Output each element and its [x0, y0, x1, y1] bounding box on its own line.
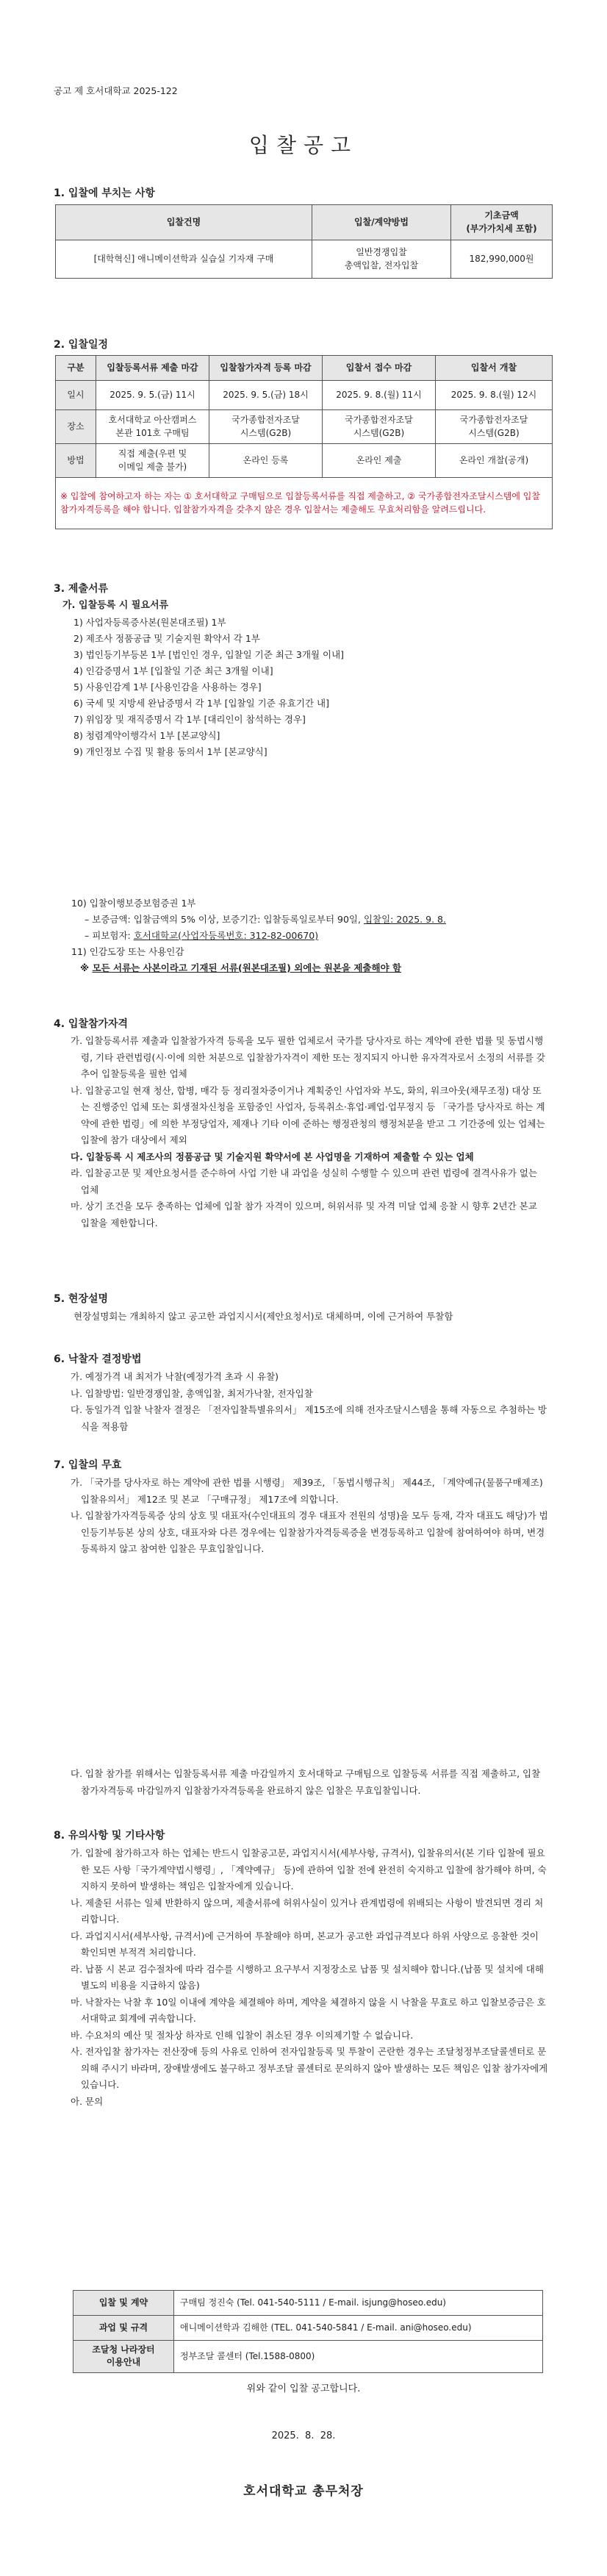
list-item-sub [71, 912, 446, 928]
qualification-list [71, 1033, 548, 1231]
schedule-note: ※ 입찰에 참여하고자 하는 자는 ① 호서대학교 구매팀으로 입찰등록서류를 직접 제출하고, ② 국가종합전자조달시스템에 입찰참가자격등록을 해야 합니다. 입찰참가자격을 갖추지 않은 경우 입찰서는 제출해도 무효처리함을 알려드립니다. [56, 478, 553, 529]
schedule-cell: 국가종합전자조달 시스템(G2B) [323, 410, 436, 444]
list-item: 9) 개인정보 수집 및 활용 동의서 1부 [본교양식] [73, 746, 267, 757]
cell-method: 일반경쟁입찰 총액입찰, 전자입찰 [312, 240, 451, 279]
contact-label: 과업 및 규격 [73, 2316, 174, 2341]
section-3-title: 3. 제출서류 [54, 583, 109, 595]
schedule-header: 입찰등록서류 제출 마감 [96, 356, 209, 381]
list-item: 다. 입찰 참가를 위해서는 입찰등록서류 제출 마감일까지 호서대학교 구매팀으로 입찰등록 서류를 직접 제출하고, 입찰참가자격등록 마감일까지 입찰참가자격등록을 완료하지 않은 입찰은 무효입찰입니다. [71, 1768, 541, 1796]
list-item: 4) 인감증명서 1부 [입찰일 기준 최근 3개월 이내] [73, 665, 273, 676]
section-6-title: 6. 낙찰자 결정방법 [54, 1353, 142, 1365]
contact-value: 구매팀 정진숙 (Tel. 041-540-5111 / E-mail. isjung@hoseo.edu) [174, 2291, 543, 2316]
schedule-cell: 온라인 개찰(공개) [436, 444, 553, 478]
contact-value: 애니메이션학과 김해한 (TEL. 041-540-5841 / E-mail. ani@hoseo.edu) [174, 2316, 543, 2341]
schedule-cell: 2025. 9. 8.(월) 11시 [323, 381, 436, 410]
bid-item-table [55, 204, 553, 279]
schedule-cell: 2025. 9. 8.(월) 12시 [436, 381, 553, 410]
list-item: 나. 제출된 서류는 일체 반환하지 않으며, 제출서류에 허위사실이 있거나 관계법령에 위배되는 사항이 발견되면 경리 처리합니다. [71, 1897, 544, 1925]
section-7-title: 7. 입찰의 무효 [54, 1459, 122, 1471]
list-item: 6) 국세 및 지방세 완납증명서 각 1부 [입찰일 기준 유효기간 내] [73, 698, 329, 709]
list-item: 5) 사용인감계 1부 [사용인감을 사용하는 경우] [73, 681, 262, 693]
schedule-cell: 2025. 9. 5.(금) 18시 [209, 381, 323, 410]
site-briefing-text: 현장설명회는 개최하지 않고 공고한 과업지시서(제안요청서)로 대체하며, 이에 근거하여 투찰함 [73, 1311, 453, 1322]
notice-date: 2025. 8. 28. [271, 2430, 336, 2441]
list-item: 나. 입찰방법: 일반경쟁입찰, 총액입찰, 최저가낙찰, 전자입찰 [71, 1387, 313, 1399]
list-item: 다. 과업지시서(세부사항, 규격서)에 근거하여 투찰해야 하며, 본교가 공고한 과업규격보다 하위 사양으로 응찰한 것이 확인되면 부적격 처리합니다. [71, 1930, 539, 1958]
list-item: 가. 「국가를 당사자로 하는 계약에 관한 법률 시행령」 제39조, 「동법시행규칙」 제44조, 「계약예규(물품구매제조) 입찰유의서」 제12조 및 본교 「구매규정」 제17조에 의합니다. [71, 1477, 543, 1505]
schedule-header: 입찰서 접수 마감 [323, 356, 436, 381]
list-item: 다. 동일가격 입찰 낙찰자 결정은 「전자입찰특별유의서」 제15조에 의해 전자조달시스템을 통해 자동으로 추첨하는 방식을 적용함 [71, 1404, 547, 1432]
list-item: 라. 납품 시 본교 검수절차에 따라 검수를 시행하고 요구부서 지정장소로 납품 및 설치해야 합니다.(납품 및 설치에 대해 별도의 비용을 지급하지 않음) [71, 1963, 544, 1991]
schedule-cell: 2025. 9. 5.(금) 11시 [96, 381, 209, 410]
award-method-list [71, 1369, 548, 1435]
list-item: 마. 상기 조건을 모두 충족하는 업체에 입찰 참가 자격이 있으며, 허위서류 및 자격 미달 업체 응찰 시 향후 2년간 본교 입찰을 제한합니다. [71, 1201, 537, 1228]
schedule-row-label: 일시 [56, 381, 96, 410]
list-item: 11) 인감도장 또는 사용인감 [71, 946, 184, 957]
note-text: 모든 서류는 사본이라고 기재된 서류(원본대조필) 외에는 원본을 제출해야 함 [92, 962, 402, 973]
schedule-row-label: 장소 [56, 410, 96, 444]
list-item: 마. 낙찰자는 낙찰 후 10일 이내에 계약을 체결해야 하며, 계약을 체결하지 않을 시 낙찰을 무효로 하고 입찰보증금은 호서대학교 회계에 귀속합니다. [71, 1996, 546, 2024]
list-item: 나. 입찰공고일 현재 청산, 합병, 매각 등 정리절차중이거나 계획중인 사업자와 부도, 화의, 워크아웃(채무조정) 대상 또는 진행중인 업체 또는 회생절차신청을 포함중인 사업자, 등록취소·휴업·폐업·업무정지 등 「국가를 당사자로 하는 계약에 관한 법령」에 의한 부정당업자, 제재나 기타 이에 준하는 행정관청의 행정처분을 받고 그 기간중에 있는 업체는 입찰에 참가 대상에서 제외 [71, 1084, 545, 1145]
cell-base-price: 182,990,000원 [451, 240, 553, 279]
schedule-header: 구분 [56, 356, 96, 381]
schedule-cell: 호서대학교 아산캠퍼스 본관 101호 구매팀 [96, 410, 209, 444]
list-item: 바. 수요처의 예산 및 절차상 하자로 인해 입찰이 취소된 경우 이의제기할 수 없습니다. [71, 2029, 414, 2041]
schedule-cell: 온라인 제출 [323, 444, 436, 478]
list-item: 가. 입찰등록서류 제출과 입찰참가자격 등록을 모두 필한 업체로서 국가를 당사자로 하는 계약에 관한 법률 및 동법시행령, 기타 관련법령(시·이에 의한 처분으로 입찰참가자격이 제한 또는 정지되지 아니한 유자격자로서 소정의 서류를 갖추어 입찰등록을 필한 업체 [71, 1035, 546, 1079]
contact-label: 조달청 나라장터 이용안내 [73, 2341, 174, 2373]
contact-label: 입찰 및 계약 [73, 2291, 174, 2316]
invalidity-list-2 [71, 1766, 548, 1799]
list-item: 2) 제조사 정품공급 및 기술지원 확약서 각 1부 [73, 633, 260, 644]
list-item-sub [71, 928, 446, 944]
schedule-header: 입찰참가자격 등록 마감 [209, 356, 323, 381]
insured-value: 호서대학교(사업자등록번호: 312-82-00670) [133, 930, 319, 941]
header-base-price: 기초금액 (부가가치세 포함) [451, 205, 553, 240]
schedule-cell: 국가종합전자조달 시스템(G2B) [436, 410, 553, 444]
section-4-title: 4. 입찰참가자격 [54, 1018, 129, 1030]
schedule-row-label: 방법 [56, 444, 96, 478]
header-item-name: 입찰건명 [56, 205, 312, 240]
schedule-cell: 직접 제출(우편 및 이메일 제출 불가) [96, 444, 209, 478]
schedule-cell: 국가종합전자조달 시스템(G2B) [209, 410, 323, 444]
list-item: 나. 입찰참가자격등록증 상의 상호 및 대표자(수인대표의 경우 대표자 전원의 성명)을 모두 등재, 각자 대표도 해당)가 법인등기부등본 상의 상호, 대표자와 다른 경우에는 입찰참가자격등록증을 변경등록하고 입찰에 참여하여야 하며, 변경등록하지 않고 참여한 입찰은 무효입찰입니다. [71, 1510, 548, 1554]
list-item: 8) 청렴계약이행각서 1부 [본교양식] [73, 730, 220, 741]
page-title: 입찰공고 [248, 133, 359, 157]
notes-list [71, 1845, 548, 2110]
invalidity-list [71, 1475, 548, 1558]
schedule-header: 입찰서 개찰 [436, 356, 553, 381]
section-5-title: 5. 현장설명 [54, 1293, 109, 1305]
documents-note [71, 960, 446, 976]
list-item: 라. 입찰공고문 및 제안요청서를 준수하여 사업 기한 내 과업을 성실히 수행할 수 있으며 관련 법령에 결격사유가 없는 업체 [71, 1167, 538, 1195]
list-item: 10) 입찰이행보증보험증권 1부 [71, 898, 196, 909]
section-3-subtitle: 가. 입찰등록 시 필요서류 [62, 600, 169, 611]
list-item: 사. 전자입찰 참가자는 전산장애 등의 사유로 인하여 전자입찰등록 및 투찰이 곤란한 경우는 조달청정부조달콜센터로 문의해 주시기 바라며, 장애발생에도 불구하고 정부조달 콜센터로 문의하지 않아 발생하는 모든 책임은 입찰 참가자에게 있습니다. [71, 2046, 548, 2090]
list-item: 1) 사업자등록증사본(원본대조필) 1부 [73, 617, 226, 628]
bid-date-text: 입찰일: 2025. 9. 8. [363, 914, 446, 925]
section-8-title: 8. 유의사항 및 기타사항 [54, 1830, 165, 1842]
notice-number: 공고 제 호서대학교 2025-122 [54, 85, 178, 96]
contact-table [73, 2290, 543, 2373]
schedule-cell: 온라인 등록 [209, 444, 323, 478]
closing-text: 위와 같이 입찰 공고합니다. [246, 2383, 361, 2394]
list-item: 가. 예정가격 내 최저가 낙찰(예정가격 초과 시 유찰) [71, 1371, 279, 1382]
list-item: 아. 문의 [71, 2095, 104, 2107]
issuer-signature: 호서대학교 총무처장 [243, 2484, 364, 2499]
contact-value: 정부조달 콜센터 (Tel.1588-0800) [174, 2341, 543, 2373]
insured-label: – 피보험자: [85, 930, 134, 941]
bond-amount-text: – 보증금액: 입찰금액의 5% 이상, 보증기간: 입찰등록일로부터 90일, [85, 914, 364, 925]
list-item: 다. 입찰등록 시 제조사의 정품공급 및 기술지원 확약서에 본 사업명을 기재하여 제출할 수 있는 업체 [71, 1151, 474, 1162]
list-item: 3) 법인등기부등본 1부 [법인인 경우, 입찰일 기준 최근 3개월 이내] [73, 649, 345, 660]
section-1-title: 1. 입찰에 부치는 사항 [54, 187, 155, 199]
required-documents-list-2 [71, 895, 446, 976]
note-mark: ※ [80, 962, 93, 973]
section-2-title: 2. 입찰일정 [54, 339, 109, 351]
list-item: 7) 위임장 및 재직증명서 각 1부 [대리인이 참석하는 경우] [73, 714, 306, 725]
schedule-table [55, 355, 553, 529]
list-item: 가. 입찰에 참가하고자 하는 업체는 반드시 입찰공고문, 과업지시서(세부사항, 규격서), 입찰유의서(본 기타 입찰에 필요한 모든 사항「국가계약법시행령」, 「계약예규」 등)에 관하여 입찰 전에 완전히 숙지하고 입찰에 참가해야 하며, 숙지하지 못하여 발생하는 책임은 입찰자에게 있습니다. [71, 1847, 547, 1892]
header-method: 입찰/계약방법 [312, 205, 451, 240]
required-documents-list [73, 615, 344, 760]
cell-item-name: [대학혁신] 애니메이션학과 실습실 기자재 구매 [56, 240, 312, 279]
